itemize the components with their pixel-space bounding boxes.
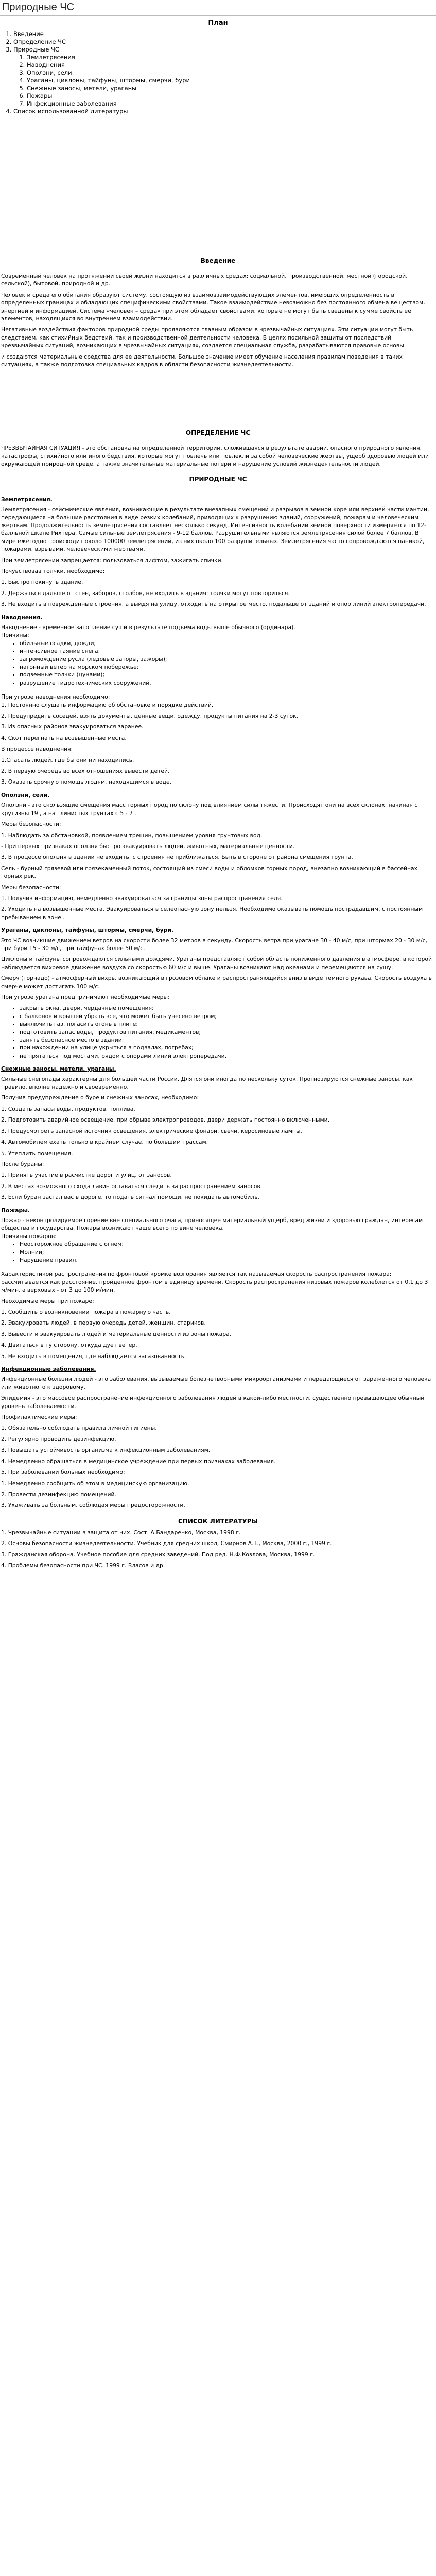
subsection-title: Наводнения.: [1, 614, 43, 621]
paragraph: 4. Проблемы безопасности при ЧС. 1999 г. Власов и др.: [1, 1562, 165, 1569]
paragraph: 2. В местах возможного схода лавин оставаться следить за распространением заносов.: [1, 1182, 263, 1190]
toc-subitem[interactable]: 7. Инфекционные заболевания: [27, 100, 436, 108]
paragraph: 1. Немедленно сообщить об этом в медицинскую организацию.: [1, 1480, 189, 1487]
list-item: • интенсивное таяние снега;: [20, 647, 436, 655]
literature-section: [0, 1518, 436, 1570]
paragraph: 3. Не входить в поврежденные строения, а выйдя на улицу, отходить на открытое место, подальше от зданий и опор линий электропередачи.: [1, 601, 426, 608]
paragraph: 5. При заболевании больных необходимо:: [1, 1469, 125, 1476]
paragraph: В процессе наводнения:: [1, 745, 73, 753]
paragraph: 3. Из опасных районов эвакуироваться заранее.: [1, 723, 144, 731]
subsection-title: Пожары.: [1, 1207, 30, 1214]
paragraph: 3. Гражданская оборона. Учебное пособие для средних заведений. Под ред. Н.Ф.Козлова, Москва, 1999 г.: [1, 1551, 315, 1558]
list-item: • выключить газ, погасить огонь в плите;: [20, 1020, 436, 1028]
paragraph: ЧРЕЗВЫЧАЙНАЯ СИТУАЦИЯ - это обстановка на определенной территории, сложившаяся в результате аварии, опасного природного явления, катастрофы, стихийного или иного бедствия, которые могут повлечь или повлекли за собой человеческие жертвы, ущерб здоровью людей или окружающей природной среде, а также значительные материальные потери и нарушение условий жизнедеятельности людей.: [1, 445, 429, 468]
toc-sublist: [13, 54, 436, 108]
section-title: ОПРЕДЕЛЕНИЕ ЧС: [185, 429, 251, 437]
paragraph: 1. Получив информацию, немедленно эвакуироваться за границы зоны распространения селя.: [1, 894, 283, 902]
paragraph: Сильные снегопады характерны для большей части России. Длятся они иногда по нескольку суток. Прогнозируются снежные заносы, как правило, вполне надежно и своевременно.: [1, 1075, 413, 1091]
paragraph: 1. Постоянно слушать информацию об обстановке и порядке действий.: [1, 701, 214, 708]
list-item: • загромождение русла (ледовые заторы, зажоры);: [20, 655, 436, 663]
paragraph: - При первых признаках оползня быстро эвакуировать людей, животных, материальные ценности.: [1, 842, 295, 850]
table-of-contents: [0, 30, 436, 115]
paragraph: 3. В процессе оползня в здании не входить, с строения не приближаться. Быть в стороне от района смещения грунта.: [1, 854, 353, 861]
subsection-title: Землетрясения.: [1, 496, 53, 503]
plan-heading: План: [208, 19, 228, 27]
paragraph: При угрозе урагана предпринимают необходимые меры:: [1, 994, 170, 1001]
earthquake-body: [0, 505, 436, 608]
paragraph: 1. Обязательно соблюдать правила личной гигиены.: [1, 1425, 157, 1432]
paragraph: 5. Не входить в помещения, где наблюдается загазованность.: [1, 1352, 186, 1360]
paragraph: 1. Сообщить о возникновении пожара в пожарную часть.: [1, 1309, 171, 1315]
paragraph: 2. Эвакуировать людей, в первую очередь детей, женщин, стариков.: [1, 1319, 206, 1327]
toc-item-label: Природные ЧС: [13, 46, 59, 53]
paragraph: 4. Немедленно обращаться в медицинское учреждение при первых признаках заболевания.: [1, 1458, 276, 1465]
list-item: • не прятаться под мостами, рядом с опорами линий электропередачи.: [20, 1052, 436, 1060]
paragraph: 1. Быстро покинуть здание.: [1, 579, 83, 586]
paragraph: 2. Подготовить аварийное освещение, при обрыве электропроводов, двери держать постоянно включенными.: [1, 1116, 330, 1124]
paragraph: Сель - бурный грязевой или грязекаменный поток, состоящий из смеси воды и обломков горных пород, внезапно возникающий в бассейнах горных рек.: [1, 865, 418, 880]
toc-subitem[interactable]: 5. Снежные заносы, метели, ураганы: [27, 84, 436, 92]
page-title: Природные ЧС: [2, 2, 75, 13]
list-item: • при нахождении на улице укрыться в подвалах, погребах;: [20, 1044, 436, 1052]
toc-subitem[interactable]: 1. Землетрясения: [27, 54, 436, 61]
section-title: СПИСОК ЛИТЕРАТУРЫ: [178, 1517, 258, 1525]
paragraph: 1.Спасать людей, где бы они ни находились.: [1, 756, 134, 764]
paragraph: Наводнение - временное затопление суши в результате подъема воды выше обычного (ординара).: [1, 623, 295, 631]
toc-item[interactable]: [13, 46, 436, 108]
paragraph: Меры безопасности:: [1, 884, 61, 891]
toc-item-label: Введение: [13, 30, 44, 38]
list-item: • закрыть окна, двери, чердачные помещения;: [20, 1004, 436, 1012]
toc-item[interactable]: [13, 30, 436, 38]
paragraph: и создаются материальные средства для ее деятельности. Большое значение имеет обучение населения правилам поведения в таких ситуациях, а также подготовка специальных кадров в области безопасности жизнедеятельности.: [1, 353, 403, 368]
paragraph: 2. Провести дезинфекцию помещений.: [1, 1490, 116, 1498]
paragraph: 2. Регулярно проводить дезинфекцию.: [1, 1435, 116, 1443]
plan-section: [0, 19, 436, 115]
paragraph: Причины:: [1, 632, 29, 639]
paragraph: Почувствовав толчки, необходимо:: [1, 567, 105, 574]
list-item: • Нарушение правил.: [20, 1256, 436, 1264]
paragraph: 3. Если буран застал вас в дороге, то подать сигнал помощи, не покидать автомобиль.: [1, 1194, 259, 1201]
paragraph: 1. Создать запасы воды, продуктов, топлива.: [1, 1105, 135, 1112]
snow-body: [0, 1075, 436, 1201]
paragraph: Циклоны и тайфуны сопровождаются сильными дождями. Ураганы представляют собой область пониженного давления в атмосфере, в которой наблюдается вихревое движение воздуха со скоростью 60 м/с и выше. Ураганы возникают над океанами и перемещаются на сушу.: [1, 956, 432, 971]
paragraph: Землетрясения - сейсмические явления, возникающие в результате внезапных смещений и разрывов в земной коре или верхней части мантии, передающиеся на большие расстояния в виде резких колебаний, приводящих к разрушению зданий, сооружений, пожарам и человеческим жертвам. Продолжительность землетрясения составляет несколько секунд. Интенсивность колебаний земной поверхности измеряется по 12-балльной шкале Рихтера. Самые сильные землетрясения - 9-12 баллов. Разрушительными являются землетрясения силой более 7 баллов. В мире ежегодно происходит около 100000 землетрясений, из них около 100 разрушительных. Землетрясения часто сопровождаются паникой, пожарами, взрывами, человеческими жертвами.: [1, 506, 429, 553]
list-item: • Неосторожное обращение с огнем;: [20, 1240, 436, 1248]
toc-item[interactable]: [13, 108, 436, 115]
toc-item-label: Список использованной литературы: [13, 108, 128, 115]
paragraph: 2. Держаться дальше от стен, заборов, столбов, не входить в здания: толчки могут повториться.: [1, 589, 290, 597]
paragraph: Оползни - это скользящие смещения масс горных пород по склону под влиянием силы тяжести. Происходят они на всех склонах, начиная с крутизны 19 , а на глинистых грунтах с 5 - 7 .: [1, 802, 418, 817]
paragraph: 4. Двигаться в ту сторону, откуда дует ветер.: [1, 1342, 137, 1349]
paragraph: Неоходимые меры при пожаре:: [1, 1297, 94, 1304]
intro-section: [0, 257, 436, 368]
blank-space: [0, 115, 436, 257]
paragraph: 1. Принять участие в расчистке дорог и улиц, от заносов.: [1, 1172, 172, 1179]
paragraph: Человек и среда его обитания образуют систему, состоящую из взаимовзаимодействующих элементов, имеющих определенность в определенных границах и обладающих специфическими свойствами. Такое взаимодействие невозможно без постоянного обмена веществом, энергией и информацией. Система «человек – среда» при этом обладает свойствами, которые не могут быть сведены к сумме свойств ее элементов, находящихся во внутреннем взаимодействии.: [1, 291, 425, 323]
definition-section: [0, 429, 436, 468]
paragraph: Негативные воздействия факторов природной среды проявляются главным образом в чрезвычайных ситуациях. Эти ситуации могут быть следствием, как стихийных бедствий, так и производственной деятельности человека. В целях посильной защиты от последствий чрезвычайных ситуаций, возникающих в чрезвычайных ситуациях, создается специальная служба, разрабатываются правовые основы: [1, 326, 413, 349]
fire-measures: [0, 1270, 436, 1360]
paragraph: Пожар - неконтролируемое горение вне специального очага, приносящее материальный ущерб, вред жизни и здоровью граждан, интересам общества и государства. Пожары возникают чаще всего по вине человека.: [1, 1216, 423, 1232]
paragraph: 1. Наблюдать за обстановкой, появлением трещин, повышением уровня грунтовых вод.: [1, 832, 263, 839]
natural-section: [0, 476, 436, 1510]
literature-list: [0, 1529, 436, 1570]
paragraph: Характеристикой распространения по фронтовой кромке возгорания является так называемая скорость распространения пожара: рассчитывается как расстояние, пройденное фронтом в единицу времени. Скорость распространения низовых пожаров колеблется от 0,1 до 3 м/мин, а верховых - от 3 до 100 м/мин.: [1, 1270, 428, 1294]
toc-item[interactable]: [13, 38, 436, 46]
paragraph: После бураны:: [1, 1160, 44, 1167]
toc-subitem[interactable]: 3. Оползни, сели: [27, 69, 436, 77]
paragraph: Смерч (торнадо) - атмосферный вихрь, возникающий в грозовом облаке и распространяющийся вниз в виде темного рукава. Скорость воздуха в смерче может достигать 100 м/с.: [1, 975, 432, 990]
paragraph: 3. Предусмотреть запасной источник освещения, электрические фонари, свечи, керосиновые лампы.: [1, 1127, 302, 1134]
paragraph: При землетрясении запрещается: пользоваться лифтом, зажигать спички.: [1, 556, 223, 564]
paragraph: 2. Предупредить соседей, взять документы, ценные вещи, одежду, продукты питания на 2-3 суток.: [1, 713, 299, 720]
paragraph: 1. Чрезвычайные ситуации в защита от них. Сост. А.Бандаренко, Москва, 1998 г.: [1, 1529, 241, 1536]
storm-body: [0, 937, 436, 1002]
subsection-title: Оползни, сели.: [1, 791, 50, 799]
list-item: • обильные осадки, дожди;: [20, 639, 436, 647]
section-title: ПРИРОДНЫЕ ЧС: [189, 475, 247, 483]
fire-body: [0, 1216, 436, 1240]
paragraph: 4. Автомобилем ехать только в крайнем случае, по большим трассам.: [1, 1139, 208, 1146]
paragraph: Меры безопасности:: [1, 821, 61, 828]
paragraph: Инфекционные болезни людей - это заболевания, вызываемые болезнетворными микроорганизмами и передающиеся от зараженного человека или животного к здоровому.: [1, 1376, 431, 1391]
paragraph: Современный человек на протяжении своей жизни находится в различных средах: социальной, производственной, местной (городской, сельской), бытовой, природной и др.: [1, 273, 408, 287]
list-item: • занять безопасное место в здании;: [20, 1036, 436, 1044]
list-item: • подготовить запас воды, продуктов питания, медикаментов;: [20, 1028, 436, 1036]
paragraph: 5. Утеплить помещения.: [1, 1149, 73, 1157]
list-item: • разрушение гидротехнических сооружений.: [20, 679, 436, 687]
paragraph: Причины пожаров:: [1, 1232, 57, 1240]
section-title: Введение: [200, 257, 236, 264]
list-item: • нагонный ветер на морском побережье;: [20, 663, 436, 671]
toc-subitem[interactable]: 6. Пожары: [27, 92, 436, 100]
list-item: • подземные толчки (цунами);: [20, 671, 436, 679]
paragraph: 2. Основы безопасности жизнедеятельности. Учебник для средних школ, Смирнов А.Т., Москва, 2000 г., 1999 г.: [1, 1540, 332, 1547]
flood-body: [0, 623, 436, 639]
paragraph: Эпидемия - это массовое распространение инфекционного заболевания людей в какой-либо местности, существенно превышающее обычный уровень заболеваемости.: [1, 1395, 425, 1410]
list-item: • с балконов и крышей убрать все, что может быть унесено ветром;: [20, 1012, 436, 1020]
intro-body: [0, 272, 436, 368]
flood-rules: [0, 701, 436, 786]
paragraph: Это ЧС возникшие движением ветров на скорости более 32 метров в секунду. Скорость ветра при урагане 30 - 40 м/с, при штормах 20 - 30 м/с, при бури 15 - 30 м/с, при тайфунах более 50 м/с.: [1, 937, 427, 952]
paragraph: 3. Ухаживать за больным, соблюдая меры предосторожности.: [1, 1502, 185, 1509]
subsection-title: Снежные заносы, метели, ураганы.: [1, 1065, 116, 1073]
list-item: • Молнии;: [20, 1248, 436, 1256]
toc-item-label: Определение ЧС: [13, 38, 66, 45]
title-divider: [0, 15, 436, 16]
paragraph: Получив предупреждение о буре и снежных заносах, необходимо:: [1, 1094, 199, 1101]
paragraph: 2. В первую очередь во всех отношениях вывести детей.: [1, 768, 170, 775]
paragraph: 3. Повышать устойчивость организма к инфекционным заболеваниям.: [1, 1447, 211, 1454]
paragraph: 2. Уходить на возвышенные места. Эвакуироваться в селеопасную зону нельзя. Необходимо оказывать помощь пострадавшим, с постоянным пребыванием в зоне .: [1, 906, 423, 921]
toc-subitem[interactable]: 2. Наводнения: [27, 61, 436, 69]
paragraph: При угрозе наводнения необходимо:: [1, 693, 110, 701]
subsection-title: Инфекционные заболевания.: [1, 1366, 96, 1373]
definition-body: [0, 444, 436, 468]
paragraph: 3. Оказать срочную помощь людям, находящимся в воде.: [1, 778, 172, 786]
paragraph: 4. Скот перегнать на возвышенные места.: [1, 734, 127, 741]
paragraph: 3. Вывести и эвакуировать людей и материальные ценности из зоны пожара.: [1, 1330, 232, 1337]
landslide-body: [0, 801, 436, 921]
subsection-title: Ураганы, циклоны, тайфуны, штормы, смерчи, бури.: [1, 927, 174, 934]
toc-subitem[interactable]: 4. Ураганы, циклоны, тайфуны, штормы, смерчи, бури: [27, 77, 436, 84]
paragraph: Профилактические меры:: [1, 1414, 77, 1421]
infection-body: [0, 1375, 436, 1509]
fire-causes-list: [0, 1240, 436, 1264]
storm-rules-list: [0, 1004, 436, 1060]
flood-causes-list: [0, 639, 436, 687]
